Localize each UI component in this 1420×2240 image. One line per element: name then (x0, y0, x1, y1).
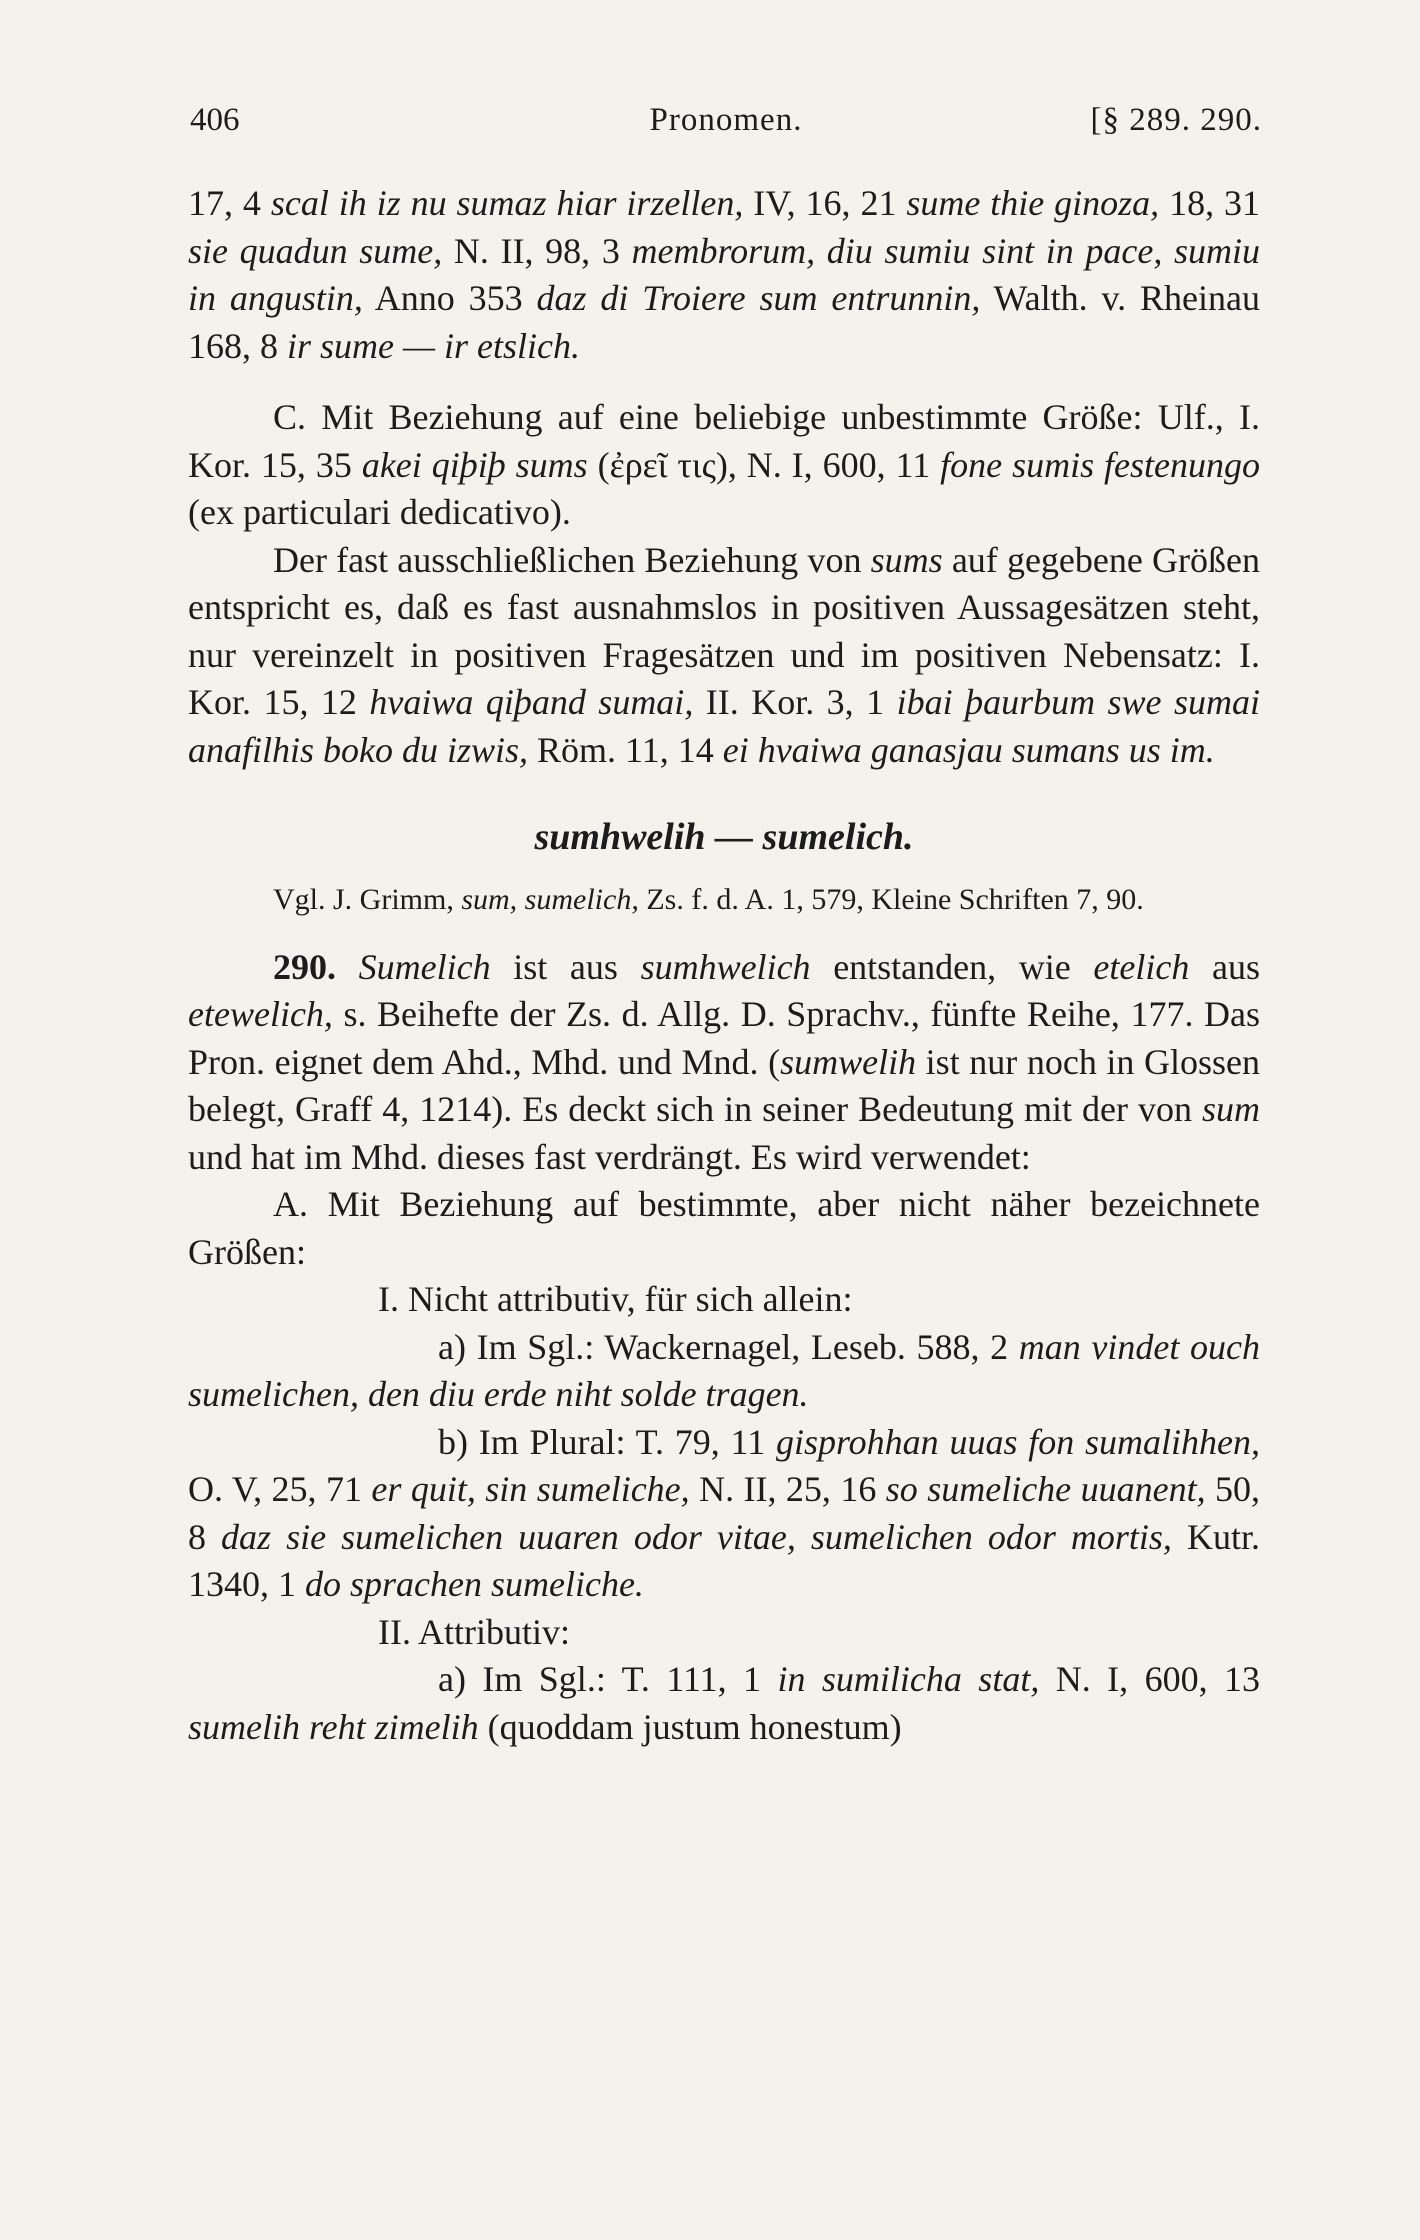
running-title: Pronomen. (649, 102, 803, 138)
italic-citation: fone sumis festenungo (940, 444, 1260, 485)
paragraph-continuation: 17, 4 scal ih iz nu sumaz hiar irzellen, IV, 16, 21 sume thie ginoza, 18, 31 sie quadun sume, N. II, 98, 3 membrorum, diu sumiu sint in pace, sumiu in angustin, Anno 353 daz di Troiere sum entrunnin, Walth. v. Rheinau 168, 8 ir sume — ir etslich. (188, 183, 1261, 366)
italic-citation: so sumeliche uuanent, (885, 1469, 1206, 1509)
italic-citation: gisprohhan uuas fon sumalihhen, (775, 1421, 1261, 1462)
italic-citation: man vindet ouch sumelichen, den diu erde niht solde tragen. (188, 1326, 1260, 1414)
subsection-1b: b) Im Plural: T. 79, 11 gisprohhan uuas fon sumalihhen, O. V, 25, 71 er quit, sin sumeliche, N. II, 25, 16 so sumeliche uuanent, 50, 8 daz sie sumelichen uuaren odor vitae, sumelichen odor mortis, Kutr. 1340, 1 do sprachen sumeliche. (188, 1421, 1261, 1604)
italic-citation: in sumilicha stat, (777, 1659, 1040, 1699)
subsection-1a: a) Im Sgl.: Wackernagel, Leseb. 588, 2 man vindet ouch sumelichen, den diu erde niht solde tragen. (188, 1326, 1260, 1414)
italic-citation: sie quadun sume, (188, 230, 443, 271)
page-number: 406 (190, 102, 240, 138)
italic-citation: sum (1201, 1089, 1260, 1129)
paragraph-290 (188, 944, 1260, 1182)
italic-citation: er quit, sin sumeliche, (371, 1469, 690, 1509)
italic-citation: etelich (1093, 946, 1190, 987)
paragraph-c: C. Mit Beziehung auf eine beliebige unbestimmte Größe: Ulf., I. Kor. 15, 35 akei qiþiþ sums (ἐρεῖ τις), N. I, 600, 11 fone sumis festenungo (ex particulari dedicativo). (188, 397, 1260, 532)
subsection-1: I. Nicht attributiv, für sich allein: (378, 1279, 853, 1319)
italic-citation: sumelih reht zimelih (188, 1706, 479, 1747)
reference-note: Vgl. J. Grimm, sum, sumelich, Zs. f. d. A. 1, 579, Kleine Schriften 7, 90. (273, 882, 1144, 916)
italic-citation: sum, sumelich, (461, 882, 639, 916)
subsection-2a: a) Im Sgl.: T. 111, 1 in sumilicha stat, N. I, 600, 13 sumelih reht zimelih (quoddam justum honestum) (188, 1659, 1260, 1747)
italic-citation: hvaiwa qiþand sumai, (369, 682, 694, 722)
section-heading: sumhwelih — sumelich. (534, 816, 914, 858)
italic-citation: sumhwelich (640, 946, 811, 987)
italic-citation: ei hvaiwa ganasjau sumans us im. (722, 729, 1215, 770)
italic-citation: etewelich, (188, 994, 333, 1034)
italic-citation: sums (870, 539, 943, 580)
italic-citation: membrorum, diu sumiu sint in pace, sumiu in angustin, (188, 230, 1260, 318)
section-number: 290. (273, 946, 336, 987)
italic-citation: ir sume — ir etslich. (287, 325, 580, 366)
italic-citation: akei qiþiþ sums (361, 444, 588, 485)
italic-citation: sume thie ginoza, (906, 183, 1160, 223)
italic-citation: daz sie sumelichen uuaren odor vitae, sumelichen odor mortis, (221, 1516, 1172, 1557)
italic-citation: sumwelih (780, 1041, 917, 1082)
paragraph-290-text: Sumelich ist aus sumhwelich entstanden, wie etelich aus etewelich, s. Beihefte der Zs. d. Allg. D. Sprachv., fünfte Reihe, 177. Das Pron. eignet dem Ahd., Mhd. und Mnd. (sumwelih ist nur noch in Glossen belegt, Graff 4, 1214). Es deckt sich in seiner Bedeutung mit der von sum und hat im Mhd. dieses fast verdrängt. Es wird verwendet: (188, 946, 1260, 1177)
italic-citation: scal ih iz nu sumaz hiar irzellen, (270, 183, 744, 223)
paragraph-beziehung: Der fast ausschließlichen Beziehung von sums auf gegebene Größen entspricht es, daß es fast ausnahmslos in positiven Aussagesätzen steht, nur vereinzelt in positiven Fragesätzen und im positiven Nebensatz: I. Kor. 15, 12 hvaiwa qiþand sumai, II. Kor. 3, 1 ibai þaurbum swe sumai anafilhis boko du izwis, Röm. 11, 14 ei hvaiwa ganasjau sumans us im. (188, 539, 1261, 770)
italic-citation: Sumelich (358, 946, 491, 987)
italic-citation: daz di Troiere sum entrunnin, (536, 278, 981, 318)
page-body (188, 180, 1260, 1751)
paragraph-a: A. Mit Beziehung auf bestimmte, aber nicht näher bezeichnete Größen: (188, 1184, 1260, 1272)
subsection-2: II. Attributiv: (378, 1611, 570, 1652)
italic-citation: do sprachen sumeliche. (305, 1564, 644, 1604)
italic-citation: ibai þaurbum swe sumai anafilhis boko du izwis, (188, 682, 1261, 770)
running-header (190, 102, 1262, 152)
section-reference: [§ 289. 290. (1090, 102, 1262, 138)
